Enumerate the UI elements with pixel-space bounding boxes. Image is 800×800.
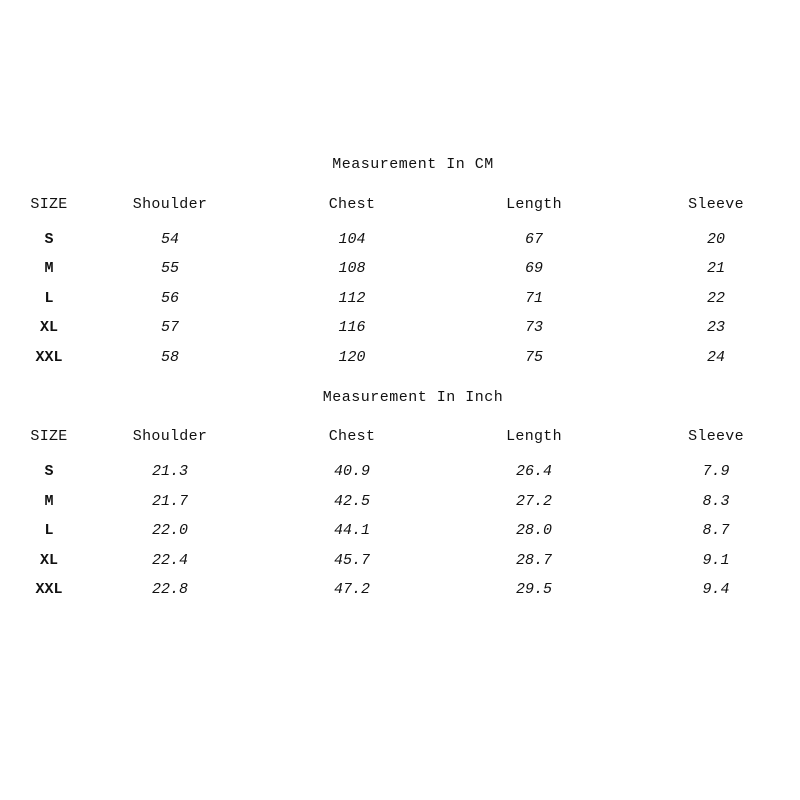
sleeve-cell: 8.7 bbox=[702, 522, 730, 539]
sleeve-cell: 20 bbox=[706, 231, 726, 248]
chest-cell: 45.7 bbox=[333, 552, 371, 569]
length-cell: 69 bbox=[524, 260, 544, 277]
length-cell: 28.7 bbox=[515, 552, 553, 569]
header-shoulder: Shoulder bbox=[132, 428, 208, 445]
chest-cell: 108 bbox=[338, 260, 366, 277]
shoulder-cell: 21.3 bbox=[151, 463, 189, 480]
size-cell: M bbox=[44, 260, 54, 277]
shoulder-cell: 55 bbox=[160, 260, 180, 277]
table-row bbox=[0, 258, 800, 280]
shoulder-cell: 58 bbox=[160, 349, 180, 366]
shoulder-cell: 22.4 bbox=[151, 552, 189, 569]
header-size: SIZE bbox=[30, 196, 68, 213]
chest-cell: 44.1 bbox=[333, 522, 371, 539]
sleeve-cell: 23 bbox=[706, 319, 726, 336]
sleeve-cell: 22 bbox=[706, 290, 726, 307]
chest-cell: 112 bbox=[338, 290, 366, 307]
table-row bbox=[0, 520, 800, 542]
table-row bbox=[0, 347, 800, 369]
header-length: Length bbox=[506, 196, 562, 213]
shoulder-cell: 21.7 bbox=[151, 493, 189, 510]
size-cell: XL bbox=[39, 552, 59, 569]
length-cell: 28.0 bbox=[515, 522, 553, 539]
shoulder-cell: 22.0 bbox=[151, 522, 189, 539]
header-shoulder: Shoulder bbox=[132, 196, 208, 213]
shoulder-cell: 57 bbox=[160, 319, 180, 336]
shoulder-cell: 22.8 bbox=[151, 581, 189, 598]
header-length: Length bbox=[506, 428, 562, 445]
length-cell: 75 bbox=[524, 349, 544, 366]
header-sleeve: Sleeve bbox=[688, 196, 744, 213]
length-cell: 73 bbox=[524, 319, 544, 336]
length-cell: 27.2 bbox=[515, 493, 553, 510]
sleeve-cell: 8.3 bbox=[702, 493, 730, 510]
table-row bbox=[0, 229, 800, 251]
chest-cell: 40.9 bbox=[333, 463, 371, 480]
inch-header-row bbox=[0, 426, 800, 448]
table-row bbox=[0, 461, 800, 483]
size-cell: L bbox=[44, 290, 54, 307]
length-cell: 71 bbox=[524, 290, 544, 307]
length-cell: 26.4 bbox=[515, 463, 553, 480]
sleeve-cell: 7.9 bbox=[702, 463, 730, 480]
size-cell: S bbox=[44, 231, 54, 248]
header-chest: Chest bbox=[328, 428, 376, 445]
sleeve-cell: 21 bbox=[706, 260, 726, 277]
table-row bbox=[0, 491, 800, 513]
table-row bbox=[0, 317, 800, 339]
cm-header-row bbox=[0, 194, 800, 216]
chest-cell: 104 bbox=[338, 231, 366, 248]
length-cell: 67 bbox=[524, 231, 544, 248]
size-cell: M bbox=[44, 493, 54, 510]
inch-table-title: Measurement In Inch bbox=[322, 389, 504, 406]
sleeve-cell: 24 bbox=[706, 349, 726, 366]
shoulder-cell: 54 bbox=[160, 231, 180, 248]
length-cell: 29.5 bbox=[515, 581, 553, 598]
table-row bbox=[0, 579, 800, 601]
header-chest: Chest bbox=[328, 196, 376, 213]
chest-cell: 116 bbox=[338, 319, 366, 336]
header-sleeve: Sleeve bbox=[688, 428, 744, 445]
table-row bbox=[0, 288, 800, 310]
table-row bbox=[0, 550, 800, 572]
cm-table-title: Measurement In CM bbox=[332, 156, 494, 173]
size-cell: L bbox=[44, 522, 54, 539]
chest-cell: 42.5 bbox=[333, 493, 371, 510]
size-cell: XL bbox=[39, 319, 59, 336]
header-size: SIZE bbox=[30, 428, 68, 445]
size-cell: S bbox=[44, 463, 54, 480]
sleeve-cell: 9.4 bbox=[702, 581, 730, 598]
sleeve-cell: 9.1 bbox=[702, 552, 730, 569]
size-cell: XXL bbox=[35, 349, 63, 366]
chest-cell: 47.2 bbox=[333, 581, 371, 598]
shoulder-cell: 56 bbox=[160, 290, 180, 307]
size-cell: XXL bbox=[35, 581, 63, 598]
chest-cell: 120 bbox=[338, 349, 366, 366]
